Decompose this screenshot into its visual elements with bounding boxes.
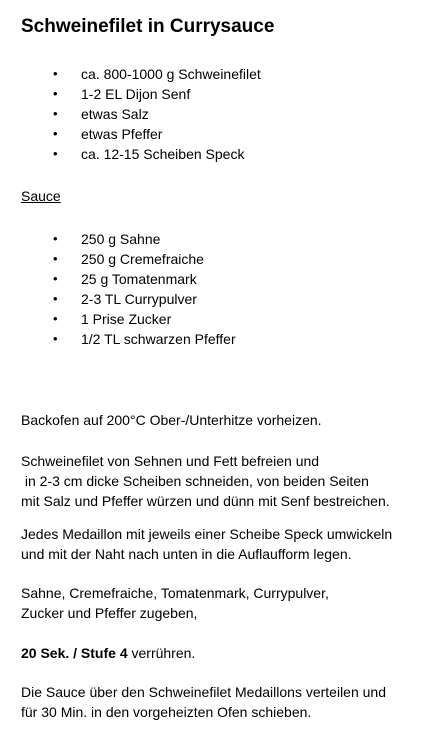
- sauce-ingredient-text: 1 Prise Zucker: [81, 311, 172, 327]
- ingredient-text: ca. 800-1000 g Schweinefilet: [81, 66, 261, 82]
- recipe-title: Schweinefilet in Currysauce: [21, 16, 275, 37]
- sauce-ingredient-text: 250 g Sahne: [81, 231, 161, 247]
- list-item: [0, 64, 447, 84]
- bullet-icon: •: [53, 291, 58, 306]
- list-item: [0, 144, 447, 164]
- mix-verb: verrühren.: [127, 645, 196, 661]
- instruction-bake: [21, 682, 441, 722]
- paragraph-line: [21, 643, 441, 663]
- paragraph-line: und mit der Naht nach unten in die Auflaufform legen.: [21, 546, 352, 562]
- paragraph-line: Schweinefilet von Sehnen und Fett befreien und: [21, 453, 320, 469]
- bullet-icon: •: [53, 66, 58, 81]
- list-item: [0, 329, 447, 349]
- instruction-wrap-medaillons: [21, 524, 441, 564]
- bullet-icon: •: [53, 231, 58, 246]
- bullet-icon: •: [53, 146, 58, 161]
- paragraph-line: mit Salz und Pfeffer würzen und dünn mit Senf bestreichen.: [21, 493, 390, 509]
- bullet-icon: •: [53, 311, 58, 326]
- ingredient-text: ca. 12-15 Scheiben Speck: [81, 146, 245, 162]
- sauce-ingredient-text: 1/2 TL schwarzen Pfeffer: [81, 331, 236, 347]
- bullet-icon: •: [53, 251, 58, 266]
- bullet-icon: •: [53, 126, 58, 141]
- ingredient-text: etwas Salz: [81, 106, 149, 122]
- list-item: [0, 124, 447, 144]
- ingredient-list: [0, 64, 447, 164]
- list-item: [0, 104, 447, 124]
- ingredient-text: 1-2 EL Dijon Senf: [81, 86, 191, 102]
- sauce-ingredient-text: 250 g Cremefraiche: [81, 251, 204, 267]
- ingredient-text: etwas Pfeffer: [81, 126, 163, 142]
- paragraph-line: Sahne, Cremefraiche, Tomatenmark, Currypulver,: [21, 585, 329, 601]
- paragraph-line: Die Sauce über den Schweinefilet Medaillons verteilen und: [21, 684, 386, 700]
- paragraph-line: Jedes Medaillon mit jeweils einer Scheibe Speck umwickeln: [21, 526, 393, 542]
- instruction-add-sauce-ingredients: [21, 583, 441, 623]
- instruction-preheat: [21, 410, 441, 430]
- mix-setting: 20 Sek. / Stufe 4: [21, 645, 128, 661]
- sauce-ingredient-text: 25 g Tomatenmark: [81, 271, 197, 287]
- paragraph-line: in 2-3 cm dicke Scheiben schneiden, von beiden Seiten: [21, 473, 369, 489]
- sauce-ingredient-text: 2-3 TL Currypulver: [81, 291, 197, 307]
- list-item: [0, 249, 447, 269]
- list-item: [0, 309, 447, 329]
- bullet-icon: •: [53, 106, 58, 121]
- bullet-icon: •: [53, 86, 58, 101]
- paragraph-line: Backofen auf 200°C Ober-/Unterhitze vorheizen.: [21, 412, 322, 428]
- bullet-icon: •: [53, 331, 58, 346]
- sauce-ingredient-list: [0, 229, 447, 349]
- list-item: [0, 269, 447, 289]
- instruction-prepare-filet: [21, 451, 441, 511]
- list-item: [0, 229, 447, 249]
- bullet-icon: •: [53, 271, 58, 286]
- list-item: [0, 289, 447, 309]
- instruction-mix: [21, 643, 441, 663]
- sauce-heading: Sauce: [21, 188, 61, 204]
- list-item: [0, 84, 447, 104]
- paragraph-line: Zucker und Pfeffer zugeben,: [21, 605, 198, 621]
- paragraph-line: für 30 Min. in den vorgeheizten Ofen schieben.: [21, 704, 312, 720]
